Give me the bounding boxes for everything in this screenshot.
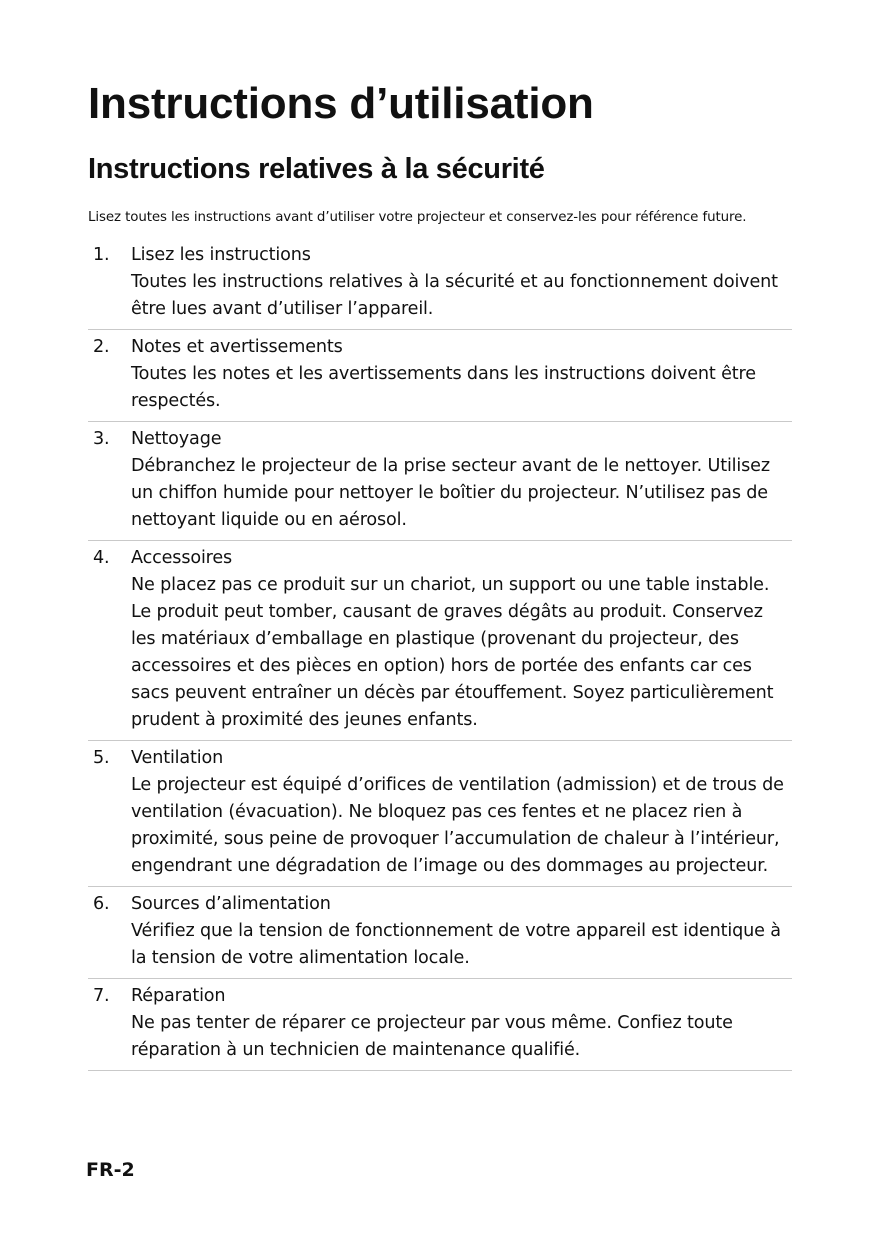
- page-title: Instructions d’utilisation: [88, 79, 594, 128]
- item-title: Sources d’alimentation: [131, 894, 331, 914]
- item-title: Nettoyage: [131, 429, 222, 449]
- item-body: [131, 242, 792, 323]
- intro-paragraph: Lisez toutes les instructions avant d’utiliser votre projecteur et conservez-les pour référence future.: [88, 210, 747, 225]
- item-number: 6.: [93, 894, 110, 914]
- list-item: [88, 887, 792, 979]
- item-number: 2.: [93, 337, 110, 357]
- item-body: [131, 745, 792, 880]
- page-number: FR-2: [86, 1159, 135, 1181]
- list-item: [88, 741, 792, 887]
- list-item: [88, 422, 792, 541]
- item-text: Le projecteur est équipé d’orifices de ventilation (admission) et de trous de ventilation (évacuation). Ne bloquez pas ces fentes et ne placez rien à proximité, sous peine de provoquer l’accumulation de chaleur à l’intérieur, engendrant une dégradation de l’image ou des dommages au projecteur.: [131, 775, 784, 876]
- item-number: 4.: [93, 548, 110, 568]
- list-item: [88, 330, 792, 422]
- list-item: [88, 979, 792, 1071]
- item-text: Toutes les instructions relatives à la sécurité et au fonctionnement doivent être lues avant d’utiliser l’appareil.: [131, 272, 778, 319]
- list-item: [88, 541, 792, 741]
- item-body: [131, 983, 792, 1064]
- item-title: Réparation: [131, 986, 226, 1006]
- item-number: 1.: [93, 245, 110, 265]
- section-title: Instructions relatives à la sécurité: [88, 153, 545, 185]
- item-title: Ventilation: [131, 748, 224, 768]
- item-text: Toutes les notes et les avertissements dans les instructions doivent être respectés.: [131, 364, 756, 411]
- item-title: Notes et avertissements: [131, 337, 343, 357]
- item-text: Ne placez pas ce produit sur un chariot, un support ou une table instable. Le produit peut tomber, causant de graves dégâts au produit. Conservez les matériaux d’emballage en plastique (provenant du projecteur, des accessoires et des pièces en option) hors de portée des enfants car ces sacs peuvent entraîner un décès par étouffement. Soyez particulièrement prudent à proximité des jeunes enfants.: [131, 575, 774, 730]
- item-title: Lisez les instructions: [131, 245, 311, 265]
- item-body: [131, 334, 792, 415]
- item-number: 7.: [93, 986, 110, 1006]
- item-body: [131, 426, 792, 534]
- item-body: [131, 545, 792, 734]
- item-text: Ne pas tenter de réparer ce projecteur par vous même. Confiez toute réparation à un technicien de maintenance qualifié.: [131, 1013, 733, 1060]
- list-item: [88, 240, 792, 330]
- safety-instructions-list: [88, 240, 792, 1071]
- item-body: [131, 891, 792, 972]
- item-number: 5.: [93, 748, 110, 768]
- item-number: 3.: [93, 429, 110, 449]
- item-text: Vérifiez que la tension de fonctionnement de votre appareil est identique à la tension de votre alimentation locale.: [131, 921, 781, 968]
- item-text: Débranchez le projecteur de la prise secteur avant de le nettoyer. Utilisez un chiffon humide pour nettoyer le boîtier du projecteur. N’utilisez pas de nettoyant liquide ou en aérosol.: [131, 456, 770, 530]
- item-title: Accessoires: [131, 548, 233, 568]
- document-page: [88, 78, 792, 1071]
